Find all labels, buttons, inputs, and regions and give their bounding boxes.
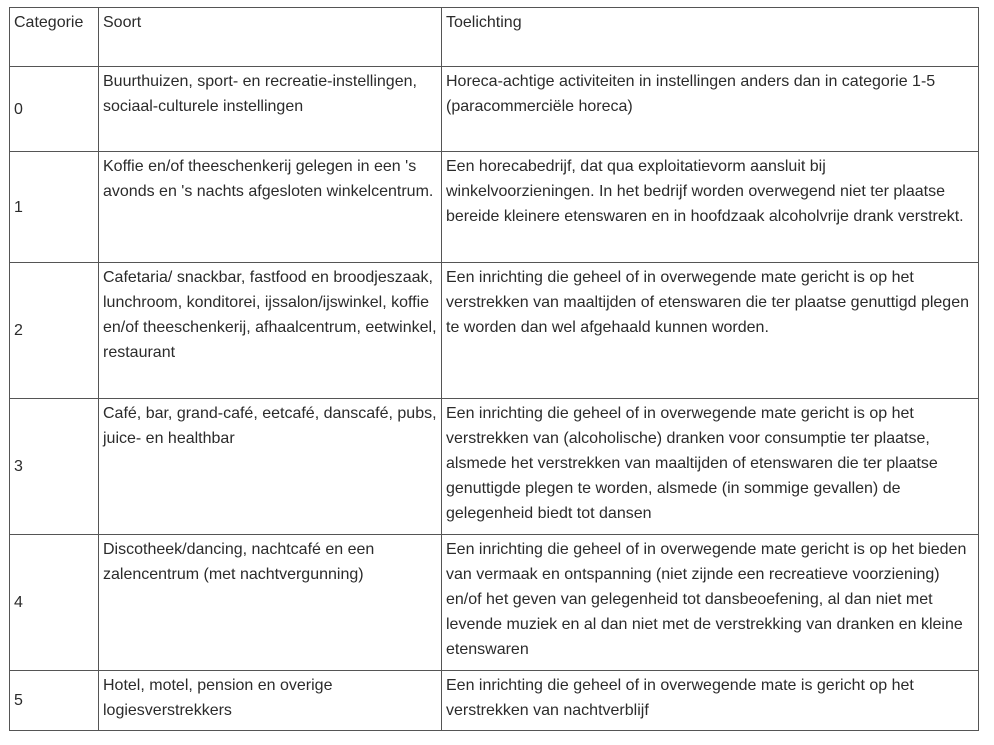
cell-categorie: 0 — [10, 67, 99, 152]
cell-categorie: 5 — [10, 671, 99, 731]
cell-categorie: 1 — [10, 152, 99, 263]
cell-soort: Hotel, motel, pension en overige logiesverstrekkers — [99, 671, 442, 731]
table-row — [10, 67, 979, 152]
cell-soort: Café, bar, grand-café, eetcafé, danscafé, pubs, juice- en healthbar — [99, 399, 442, 535]
cell-categorie: 2 — [10, 263, 99, 399]
header-soort: Soort — [99, 8, 442, 67]
cell-soort: Koffie en/of theeschenkerij gelegen in een 's avonds en 's nachts afgesloten winkelcentrum. — [99, 152, 442, 263]
table-row — [10, 152, 979, 263]
cell-toelichting: Een horecabedrijf, dat qua exploitatievorm aansluit bij winkelvoorzieningen. In het bedrijf worden overwegend niet ter plaatse bereide kleinere etenswaren en in hoofdzaak alcoholvrije drank verstrekt. — [442, 152, 979, 263]
cell-toelichting: Horeca-achtige activiteiten in instellingen anders dan in categorie 1-5 (paracommerciële horeca) — [442, 67, 979, 152]
cell-soort: Buurthuizen, sport- en recreatie-instellingen, sociaal-culturele instellingen — [99, 67, 442, 152]
header-toelichting: Toelichting — [442, 8, 979, 67]
table-row — [10, 535, 979, 671]
cell-categorie: 4 — [10, 535, 99, 671]
table-row — [10, 263, 979, 399]
cell-categorie: 3 — [10, 399, 99, 535]
cell-toelichting: Een inrichting die geheel of in overwegende mate is gericht op het verstrekken van nachtverblijf — [442, 671, 979, 731]
cell-soort: Discotheek/dancing, nachtcafé en een zalencentrum (met nachtvergunning) — [99, 535, 442, 671]
table-row — [10, 399, 979, 535]
table-header-row — [10, 8, 979, 67]
cell-toelichting: Een inrichting die geheel of in overwegende mate gericht is op het verstrekken van (alcoholische) dranken voor consumptie ter plaatse, alsmede het verstrekken van maaltijden of etenswaren die ter plaatse genuttigde plegen te worden, alsmede (in sommige gevallen) de gelegenheid biedt tot dansen — [442, 399, 979, 535]
cell-soort: Cafetaria/ snackbar, fastfood en broodjeszaak, lunchroom, konditorei, ijssalon/ijswinkel, koffie en/of theeschenkerij, afhaalcentrum, eetwinkel, restaurant — [99, 263, 442, 399]
cell-toelichting: Een inrichting die geheel of in overwegende mate gericht is op het verstrekken van maaltijden of etenswaren die ter plaatse genuttigd plegen te worden dan wel afgehaald kunnen worden. — [442, 263, 979, 399]
cell-toelichting: Een inrichting die geheel of in overwegende mate gericht is op het bieden van vermaak en ontspanning (niet zijnde een recreatieve voorziening) en/of het geven van gelegenheid tot dansbeoefening, al dan niet met levende muziek en al dan niet met de verstrekking van dranken en kleine etenswaren — [442, 535, 979, 671]
header-categorie: Categorie — [10, 8, 99, 67]
table-row — [10, 671, 979, 731]
horeca-category-table — [9, 7, 979, 731]
